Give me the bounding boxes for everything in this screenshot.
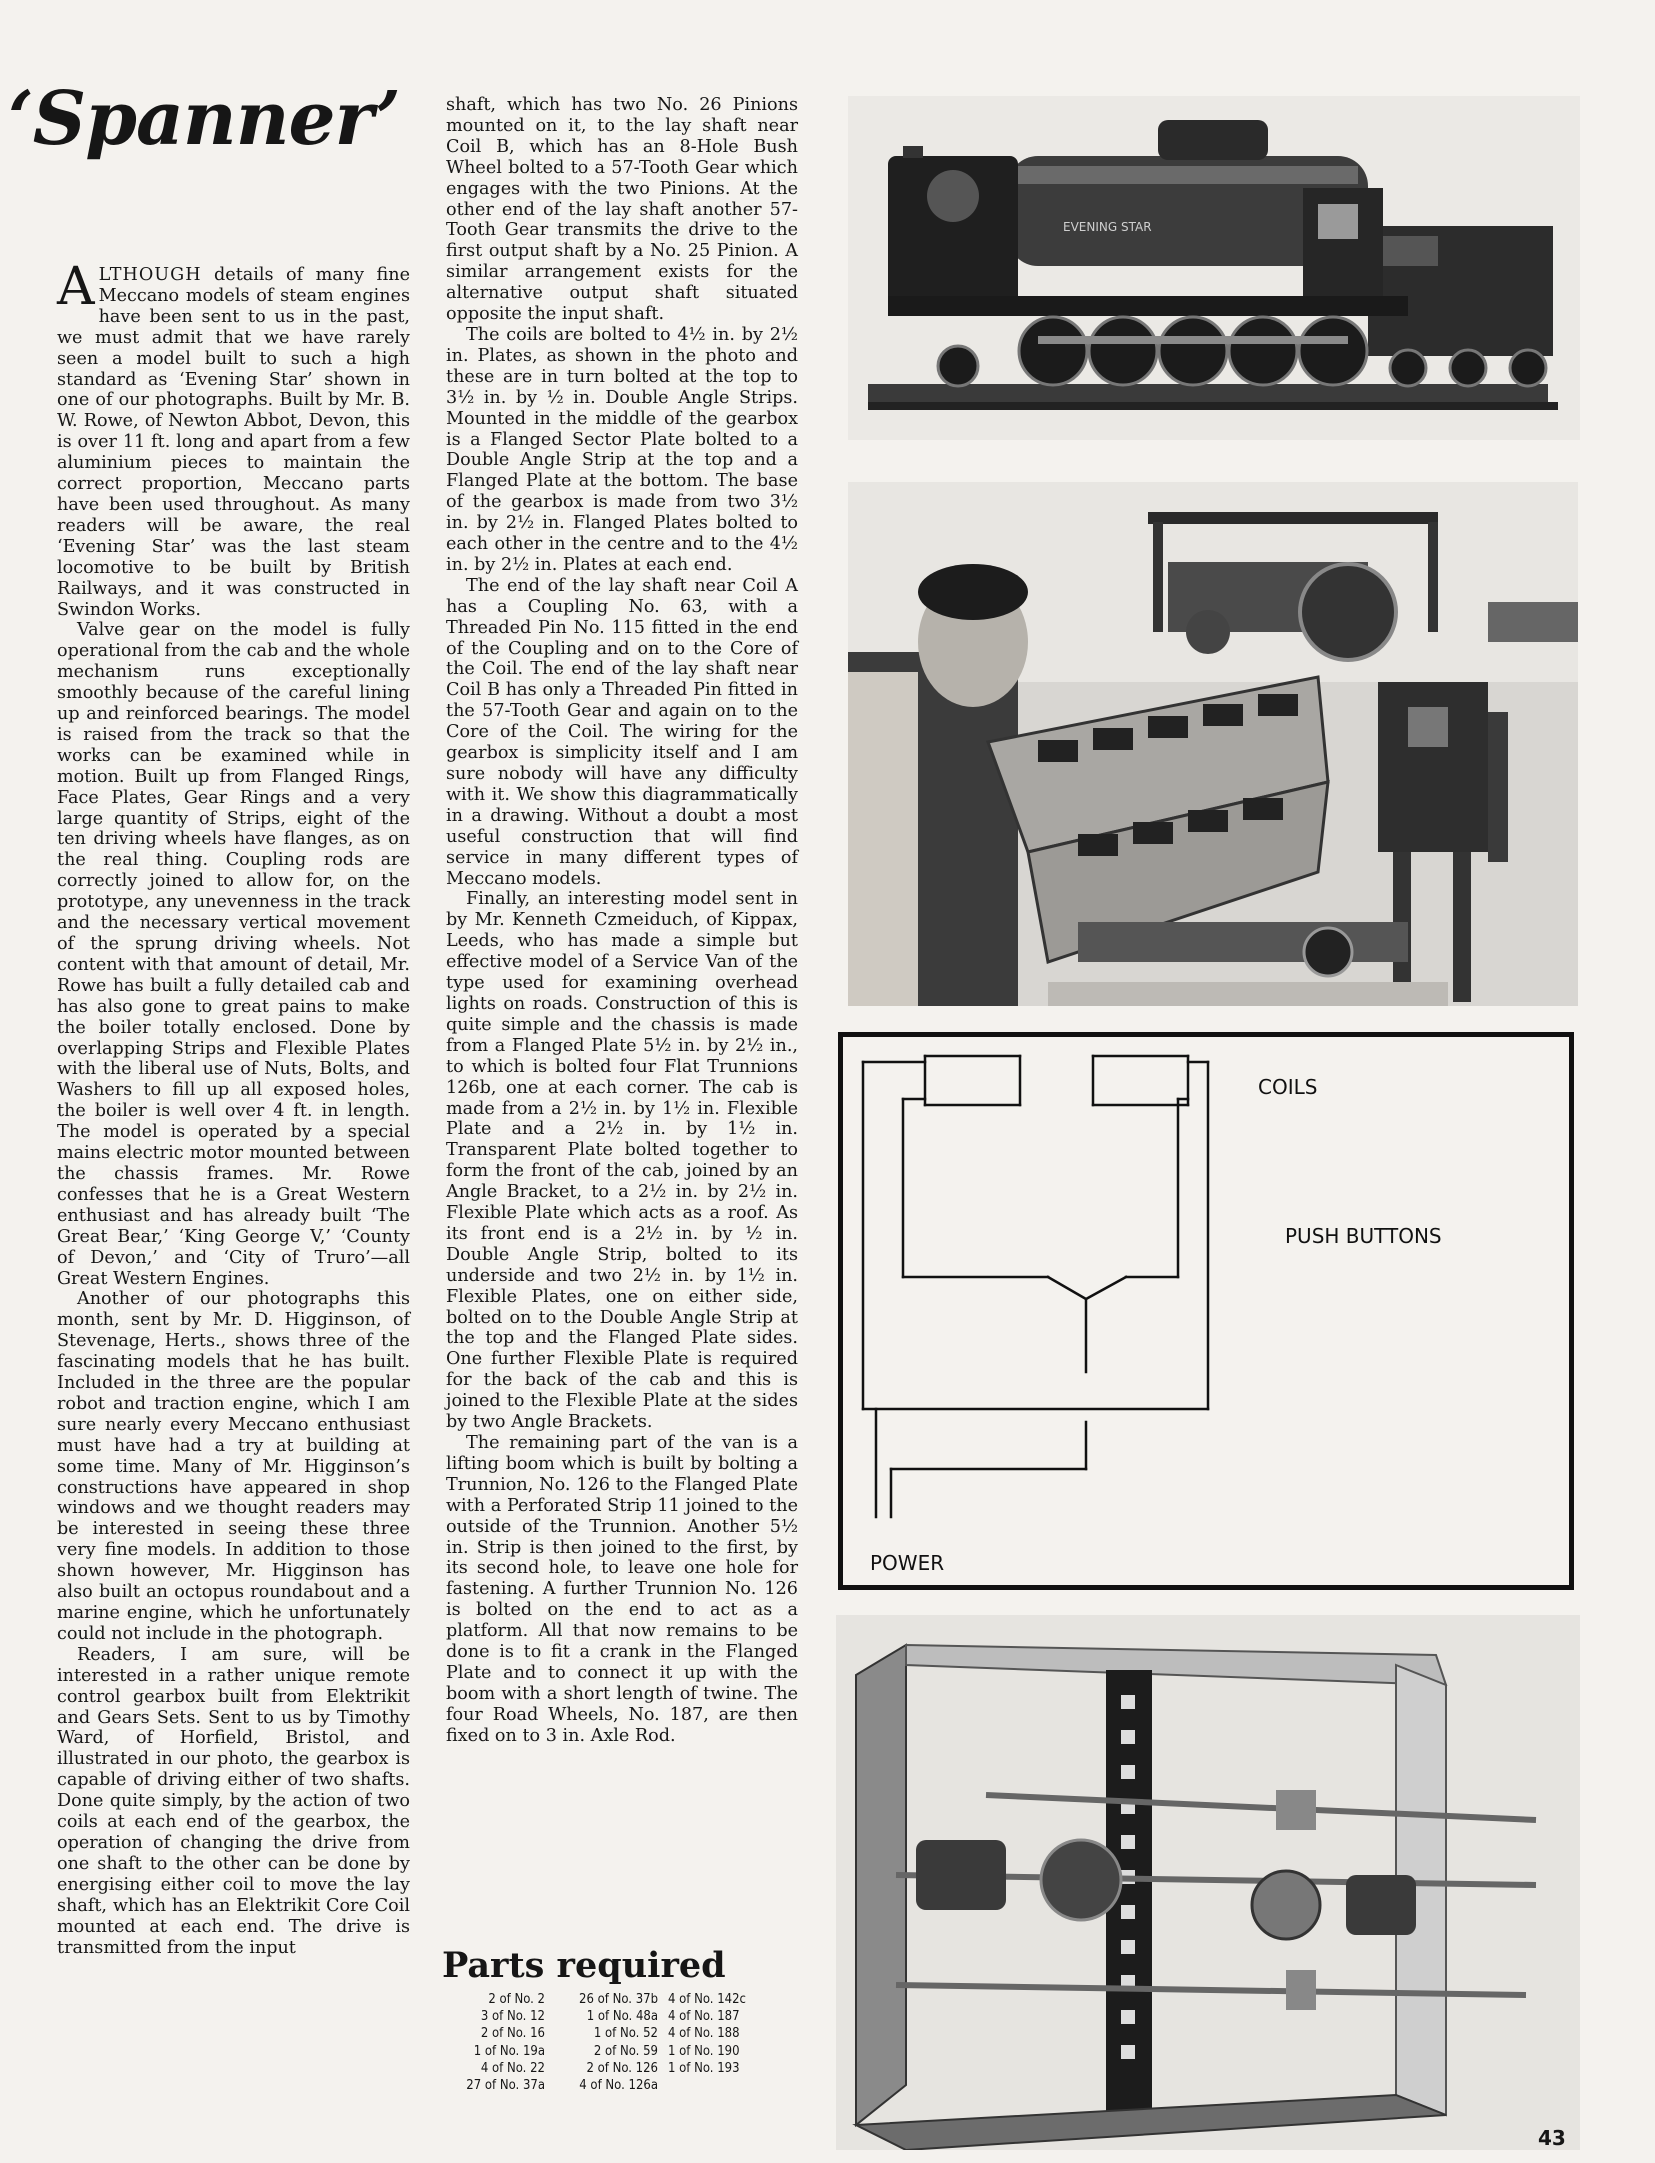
parts-required [441,1944,801,2094]
parts-item: 4 of No. 142c [668,1992,746,2007]
intro-text: details of many fine Meccano models of steam engines have been sent to us in the past, we must admit that we have rarely seen a model built to such a high standard as ‘Evening Star’ shown in one of our photographs. Built by Mr. B. W. Rowe, of Newton Abbot, Devon, this is over 11 ft. long and apart from a few aluminium pieces to maintain the correct proportion, Meccano parts have been used throughout. As many readers will be aware, the real ‘Evening Star’ was the last steam locomotive to be built by British Railways, and it was constructed in Swindon Works. [57,265,410,620]
paragraph-gearbox: Readers, I am sure, will be interested in a rather unique remote control gearbox built from Elektrikit and Gears Sets. Sent to us by Timothy Ward, of Horfield, Bristol, and illustrated in our photo, the gearbox is capable of driving either of two shafts. Done quite simply, by the action of two coils at each end of the gearbox, the operation of changing the drive from one shaft to the other can be done by energising either coil to move the lay shaft, which has an Elektrikit Core Coil mounted at each end. The drive is transmitted from the input [57,1644,410,1958]
parts-item: 1 of No. 190 [668,2043,740,2059]
parts-item: 1 of No. 19a [473,2043,545,2059]
parts-item: 4 of No. 188 [668,2026,740,2042]
paragraph-higginson: Another of our photographs this month, sent by Mr. D. Higginson, of Stevenage, Herts., shows three of the fascinating models that he has built. Included in the three are the popular robot and traction engine, which I am sure nearly every Meccano enthusiast must have had a try at building at some time. Many of Mr. Higginson’s constructions have appeared in shop windows and we thought readers may be interested in seeing these three very fine models. In addition to those shown however, Mr. Higginson has also built an octopus roundabout and a marine engine, which he unfortunately could not include in the photograph. [57,1289,410,1644]
parts-column [668,1991,778,2094]
article-title: ‘Spanner’ [8,76,401,162]
paragraph-intro [57,257,410,620]
parts-item: 4 of No. 187 [668,2009,740,2025]
paragraph-shaft: shaft, which has two No. 26 Pinions mounted on it, to the lay shaft near Coil B, which has an 8-Hole Bush Wheel bolted to a 57-Tooth Gear which engages with the two Pinions. At the other end of the lay shaft another 57-Tooth Gear transmits the drive to the first output shaft by a No. 25 Pinion. A similar arrangement exists for the alternative output shaft situated opposite the input shaft. [446,95,798,325]
photo-evening-star-locomotive [848,96,1580,440]
article-column-1 [57,257,410,1958]
parts-item: 2 of No. 126 [586,2060,658,2076]
photo-higginson-models [848,482,1578,1006]
article-column-2 [446,95,798,1747]
parts-column [441,1991,551,2094]
push-buttons-label: PUSH BUTTONS [1285,1224,1442,1248]
coils-label: COILS [1258,1075,1318,1099]
parts-title: Parts required [442,1945,726,1986]
parts-list [441,1991,801,2094]
parts-item: 26 of No. 37b [579,1992,658,2007]
parts-item: 1 of No. 52 [593,2026,658,2042]
intro-smallcaps: LTHOUGH [98,265,202,285]
parts-column [551,1991,668,2094]
page-number: 43 [1538,2126,1566,2150]
parts-item: 1 of No. 48a [586,2009,658,2025]
parts-item: 2 of No. 16 [480,2026,545,2042]
parts-item: 4 of No. 126a [579,2078,658,2094]
drop-cap: A [57,257,95,317]
paragraph-coils: The coils are bolted to 4½ in. by 2½ in. Plates, as shown in the photo and these are in turn bolted at the top to 3½ in. by ½ in. Double Angle Strips. Mounted in the middle of the gearbox is a Flanged Sector Plate bolted to a Double Angle Strip at the top and a Flanged Plate at the bottom. The base of the gearbox is made from two 3½ in. by 2½ in. Flanged Plates bolted to each other in the centre and to the 4½ in. by 2½ in. Plates at each end. [446,324,798,575]
parts-item: 2 of No. 2 [488,1992,545,2007]
paragraph-boom: The remaining part of the van is a lifting boom which is built by bolting a Trunnion, No. 126 to the Flanged Plate with a Perforated Strip 11 joined to the outside of the Trunnion. Another 5½ in. Strip is then joined to the first, by its second hole, to leave one hole for fastening. A further Trunnion No. 126 is bolted on the end to act as a platform. All that now remains to be done is to fit a crank in the Flanged Plate and to connect it up with the boom with a short length of twine. The four Road Wheels, No. 187, are then fixed on to 3 in. Axle Rod. [446,1433,798,1746]
power-label: POWER [870,1551,945,1575]
locomotive-nameplate: EVENING STAR [1063,220,1152,234]
paragraph-valve-gear: Valve gear on the model is fully operational from the cab and the whole mechanism runs exceptionally smoothly because of the careful lining up and reinforced bearings. The model is raised from the track so that the works can be examined while in motion. Built up from Flanged Rings, Face Plates, Gear Rings and a very large quantity of Strips, eight of the ten driving wheels have flanges, as on the real thing. Coupling rods are correctly joined to allow for, on the prototype, any unevenness in the track and the necessary vertical movement of the sprung driving wheels. Not content with that amount of detail, Mr. Rowe has built a fully detailed cab and has also gone to great pains to make the boiler totally enclosed. Done by overlapping Strips and Flexible Plates with the liberal use of Nuts, Bolts, and Washers to fill up all exposed holes, the boiler is well over 4 ft. in length. The model is operated by a special mains electric motor mounted between the chassis frames. Mr. Rowe confesses that he is a Great Western enthusiast and has already built ‘The Great Bear,’ ‘King George V,’ ‘County of Devon,’ and ‘City of Truro’—all Great Western Engines. [57,620,410,1289]
paragraph-service-van: Finally, an interesting model sent in by Mr. Kenneth Czmeiduch, of Kippax, Leeds, who has made a simple but effective model of a Service Van of the type used for examining overhead lights on roads. Construction of this is quite simple and the chassis is made from a Flanged Plate 5½ in. by 2½ in., to which is bolted four Flat Trunnions 126b, one at each corner. The cab is made from a 2½ in. by 1½ in. Flexible Plate and a 2½ in. by 1½ in. Transparent Plate bolted together to form the front of the cab, joined by an Angle Bracket, to a 2½ in. by 2½ in. Flexible Plate which acts as a roof. As its front end is a 2½ in. by ½ in. Double Angle Strip, bolted to its underside and two 2½ in. by 1½ in. Flexible Plates, one on either side, bolted on to the Double Angle Strip at the top and the Flanged Plate sides. One further Flexible Plate is required for the back of the cab and this is joined to the Flexible Plate at the sides by two Angle Brackets. [446,889,798,1433]
wiring-diagram [838,1032,1574,1590]
parts-item: 1 of No. 193 [668,2060,740,2076]
paragraph-lay-shaft: The end of the lay shaft near Coil A has a Coupling No. 63, with a Threaded Pin No. 115 fitted in the end of the Coupling and on to the Core of the Coil. The end of the lay shaft near Coil B has only a Threaded Pin fitted in the 57-Tooth Gear and again on to the Core of the Coil. The wiring for the gearbox is simplicity itself and I am sure nobody will have any difficulty with it. We show this diagrammatically in a drawing. Without a doubt a most useful construction that will find service in many different types of Meccano models. [446,575,798,889]
parts-item: 3 of No. 12 [480,2009,545,2025]
parts-item: 4 of No. 22 [480,2060,545,2076]
photo-gearbox [836,1615,1580,2150]
parts-item: 27 of No. 37a [466,2078,545,2094]
parts-item: 2 of No. 59 [593,2043,658,2059]
